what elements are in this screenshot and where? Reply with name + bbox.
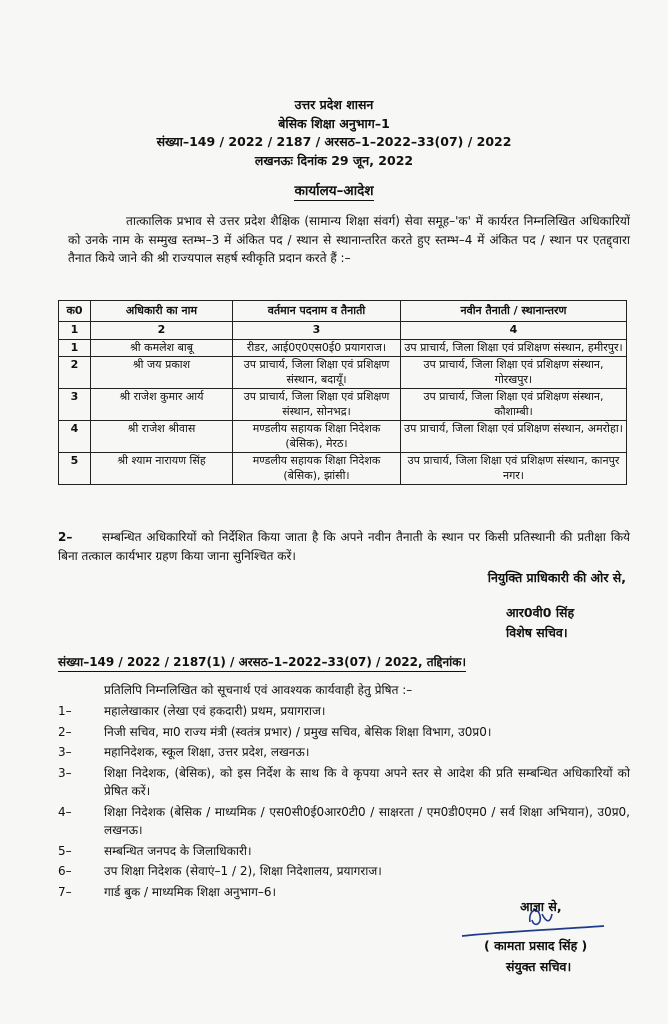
current-post-cell: उप प्राचार्य, जिला शिक्षा एवं प्रशिक्षण संस्थान, बदायूँ। — [233, 357, 401, 389]
list-item-number: 6– — [58, 864, 72, 878]
list-item-number: 1– — [58, 704, 72, 718]
table-header-row — [59, 301, 627, 322]
column-number: 1 — [59, 322, 91, 340]
column-number: 3 — [233, 322, 401, 340]
header-officer-name: अधिकारी का नाम — [91, 301, 233, 322]
column-number: 2 — [91, 322, 233, 340]
list-item — [58, 764, 630, 801]
office-order-title-text: कार्यालय–आदेश — [294, 183, 374, 199]
signatory-2-title: संयुक्त सचिव। — [506, 959, 572, 974]
table-row — [59, 389, 627, 421]
list-item — [58, 702, 630, 721]
officer-name-cell: श्री राजेश श्रीवास — [91, 421, 233, 453]
list-item-text: शिक्षा निदेशक (बेसिक / माध्यमिक / एस0सी0ई0आर0टी0 / साक्षरता / एम0डी0एम0 / सर्व शिक्षा अभियान), उ0प्र0, लखनऊ। — [104, 804, 630, 837]
list-item-number: 4– — [58, 804, 72, 819]
list-item-text: शिक्षा निदेशक, (बेसिक), को इस निर्देश के साथ कि वे कृपया अपने स्तर से आदेश की प्रति सम्बन्धित अधिकारियों को प्रेषित करें। — [104, 765, 630, 798]
table-row — [59, 421, 627, 453]
serial-cell: 2 — [59, 357, 91, 389]
order-paragraph-2 — [58, 528, 630, 566]
list-item-number: 2– — [58, 724, 72, 739]
govt-name: उत्तर प्रदेश शासन — [294, 97, 374, 112]
serial-cell: 3 — [59, 389, 91, 421]
new-posting-cell: उप प्राचार्य, जिला शिक्षा एवं प्रशिक्षण संस्थान, गोरखपुर। — [401, 357, 627, 389]
list-item-text: सम्बन्धित जनपद के जिलाधिकारी। — [104, 843, 252, 858]
copy-intro: प्रतिलिपि निम्नलिखित को सूचनार्थ एवं आवश्यक कार्यवाही हेतु प्रेषित :– — [104, 683, 413, 697]
list-item-number: 3– — [58, 745, 72, 759]
header-serial: क0 — [59, 301, 91, 322]
current-post-cell: रीडर, आई0ए0एस0ई0 प्रयागराज। — [233, 339, 401, 357]
paragraph-number: 2– — [58, 530, 73, 544]
transfer-table — [58, 300, 627, 485]
signatory-2-name: ( कामता प्रसाद सिंह ) — [484, 938, 588, 953]
list-item-text: महालेखाकार (लेखा एवं हकदारी) प्रथम, प्रयागराज। — [104, 704, 326, 718]
signatory-1-title: विशेष सचिव। — [506, 625, 568, 640]
header-current-post: वर्तमान पदनाम व तैनाती — [233, 301, 401, 322]
copy-reference-number: संख्या–149 / 2022 / 2187(1) / अरसठ–1–2022–33(07) / 2022, तद्दिनांक। — [58, 653, 466, 672]
signatory-1-name: आर0वी0 सिंह — [506, 605, 575, 620]
list-item-text: उप शिक्षा निदेशक (सेवाएं–1 / 2), शिक्षा निदेशालय, प्रयागराज। — [104, 864, 382, 878]
officer-name-cell: श्री जय प्रकाश — [91, 357, 233, 389]
list-item-number: 7– — [58, 884, 72, 899]
current-post-cell: उप प्राचार्य, जिला शिक्षा एवं प्रशिक्षण संस्थान, सोनभद्र। — [233, 389, 401, 421]
on-behalf-line: नियुक्ति प्राधिकारी की ओर से, — [487, 570, 626, 585]
office-order-title — [0, 181, 668, 199]
new-posting-cell: उप प्राचार्य, जिला शिक्षा एवं प्रशिक्षण संस्थान, कौशाम्बी। — [401, 389, 627, 421]
list-item-text: गार्ड बुक / माध्यमिक शिक्षा अनुभाग–6। — [104, 884, 277, 899]
officer-name-cell: श्री राजेश कुमार आर्य — [91, 389, 233, 421]
list-item-text: निजी सचिव, मा0 राज्य मंत्री (स्वतंत्र प्रभार) / प्रमुख सचिव, बेसिक शिक्षा विभाग, उ0प्र0। — [104, 724, 492, 739]
new-posting-cell: उप प्राचार्य, जिला शिक्षा एवं प्रशिक्षण संस्थान, हमीरपुर। — [401, 339, 627, 357]
officer-name-cell: श्री श्याम नारायण सिंह — [91, 453, 233, 485]
column-number: 4 — [401, 322, 627, 340]
reference-number: संख्या–149 / 2022 / 2187 / अरसठ–1–2022–33(07) / 2022 — [156, 134, 512, 149]
table-column-number-row — [59, 322, 627, 340]
list-item — [58, 743, 630, 762]
issue-date: लखनऊः दिनांक 29 जून, 2022 — [254, 153, 414, 168]
paragraph-text: सम्बन्धित अधिकारियों को निर्देशित किया जाता है कि अपने नवीन तैनाती के स्थान पर किसी प्रतिस्थानी की प्रतीक्षा किये बिना तत्काल कार्यभार ग्रहण किया जाना सुनिश्चित करें। — [58, 530, 630, 563]
new-posting-cell: उप प्राचार्य, जिला शिक्षा एवं प्रशिक्षण संस्थान, अमरोहा। — [401, 421, 627, 453]
list-item — [58, 862, 630, 881]
header-new-posting: नवीन तैनाती / स्थानान्तरण — [401, 301, 627, 322]
list-item-text: महानिदेशक, स्कूल शिक्षा, उत्तर प्रदेश, लखनऊ। — [104, 745, 310, 759]
list-item — [58, 723, 630, 742]
table-row — [59, 453, 627, 485]
section-name: बेसिक शिक्षा अनुभाग–1 — [278, 116, 390, 131]
table-row — [59, 357, 627, 389]
copy-recipient-list — [58, 702, 630, 903]
list-item-number: 3– — [58, 765, 72, 780]
serial-cell: 5 — [59, 453, 91, 485]
officer-name-cell: श्री कमलेश बाबू — [91, 339, 233, 357]
list-item-number: 5– — [58, 843, 72, 858]
serial-cell: 4 — [59, 421, 91, 453]
serial-cell: 1 — [59, 339, 91, 357]
list-item — [58, 842, 630, 861]
order-paragraph-1: तात्कालिक प्रभाव से उत्तर प्रदेश शैक्षिक (सामान्य शिक्षा संवर्ग) सेवा समूह–'क' में कार्यरत निम्नलिखित अधिकारियों को उनके नाम के सम्मुख स्तम्भ–3 में अंकित पद / स्थान से स्थानान्तरित करते हुए स्तम्भ–4 में अंकित पद / स्थान पर एतद्द्वारा तैनात किये जाने की श्री राज्यपाल सहर्ष स्वीकृति प्रदान करते हैं :– — [68, 214, 630, 265]
list-item — [58, 803, 630, 840]
table-row — [59, 339, 627, 357]
current-post-cell: मण्डलीय सहायक शिक्षा निदेशक (बेसिक), मेरठ। — [233, 421, 401, 453]
by-order-line: आज्ञा से, — [520, 899, 562, 914]
current-post-cell: मण्डलीय सहायक शिक्षा निदेशक (बेसिक), झांसी। — [233, 453, 401, 485]
new-posting-cell: उप प्राचार्य, जिला शिक्षा एवं प्रशिक्षण संस्थान, कानपुर नगर। — [401, 453, 627, 485]
